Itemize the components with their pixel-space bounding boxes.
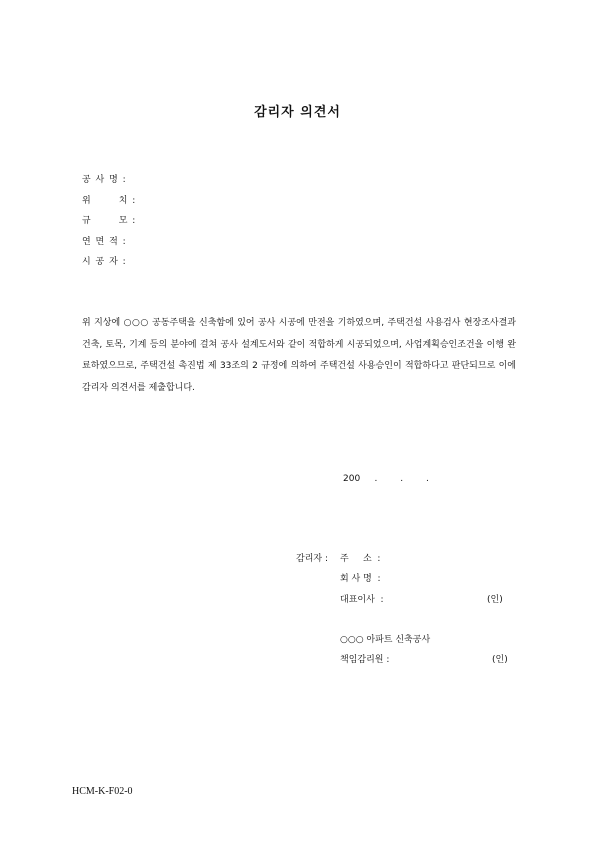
field-contractor: 시 공 자 : bbox=[82, 257, 127, 267]
field-floor-area: 연 면 적 : bbox=[82, 236, 127, 247]
ceo-label: 대표이사 : bbox=[340, 595, 384, 605]
seal-mark-supervisor: (인) bbox=[492, 655, 508, 665]
seal-mark-ceo: (인) bbox=[487, 595, 503, 605]
document-title: 감리자 의견서 bbox=[254, 105, 341, 120]
chief-supervisor-label: 책임감리원 : bbox=[340, 655, 390, 665]
opinion-paragraph: 위 지상에 ○○○ 공동주택을 신축함에 있어 공사 시공에 만전을 기하였으며, 주택건설 사용검사 현장조사결과 건축, 토목, 기계 등의 분야에 걸쳐 공사 설계도서와 같이 적합하게 시공되었으며, 사업계획승인조건을 이행 완료하였으므로, 주택건설 촉진법 제 33조의 2 규정에 의하여 주택건설 사용승인이 적합하다고 판단되므로 이에 감리자 의견서를 제출합니다. bbox=[82, 318, 516, 393]
supervisor-label: 감리자 : bbox=[296, 554, 328, 564]
field-location: 위 치 : bbox=[82, 195, 137, 206]
field-scale: 규 모 : bbox=[82, 216, 137, 226]
form-code: HCM-K-F02-0 bbox=[72, 786, 133, 797]
company-name-label: 회 사 명 : bbox=[340, 574, 381, 584]
project-info-fields bbox=[82, 173, 136, 276]
date-line: 200 . . . bbox=[343, 474, 429, 484]
address-label: 주 소 : bbox=[340, 554, 381, 564]
field-project-name: 공 사 명 : bbox=[82, 175, 127, 185]
project-name-line: ○○○ 아파트 신축공사 bbox=[340, 635, 431, 645]
opinion-body bbox=[82, 313, 516, 399]
